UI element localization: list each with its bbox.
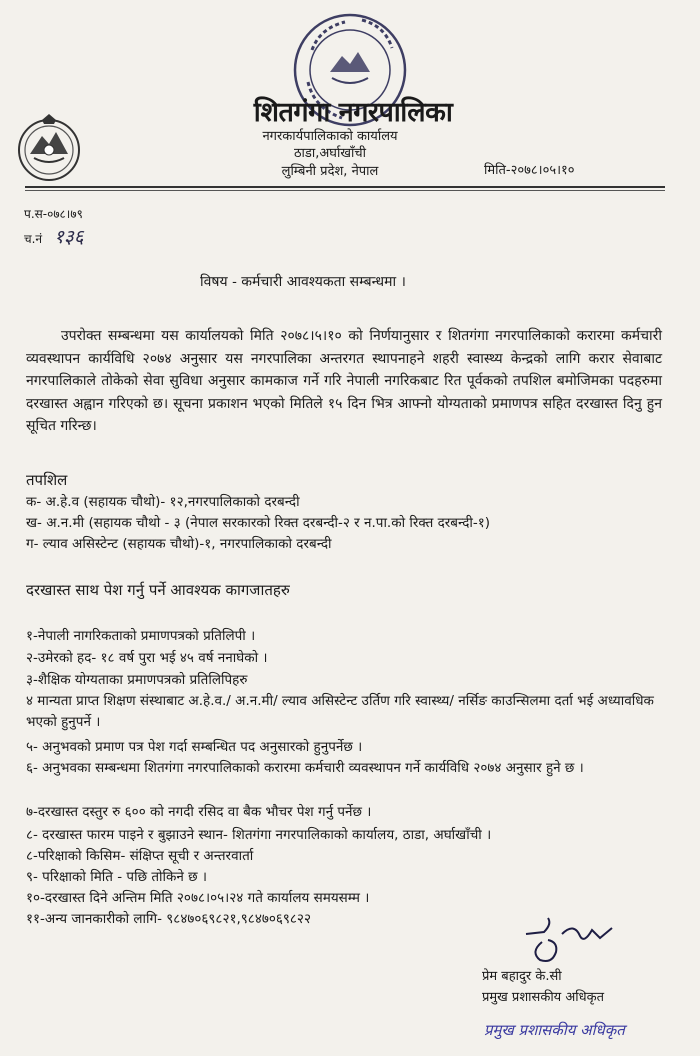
body-paragraph: उपरोक्त सम्बन्धमा यस कार्यालयको मिति २०७८।५।१० को निर्णयानुसार र शितगंगा नगरपालिकाको करारमा कर्मचारी व्यवस्थापन कार्यविधि २०७४ अनुसार यस नगरपालिका अन्तरगत स्थापनाहने शहरी स्वास्थ्य केन्द्रको लागि करार सेवाबाट नगरपालिकाले तोकेको सेवा सुविधा अनुसार कामकाज गर्ने गरि नेपाली नगरिकबाट रित पूर्वकको तपशिल बमोजिमका पदहरुमा दरखास्त अह्वान गरिएको छ। सूचना प्रकाशन भएको मितिले १५ दिन भित्र आफ्नो योग्यताको प्रमाणपत्र सहित दरखास्त दिनु हुन सूचित गरिन्छ।: [26, 328, 662, 434]
org-name: शितगंगा नगरपालिका: [253, 97, 453, 128]
document-item: ७-दरखास्त दस्तुर रु ६०० को नगदी रसिद वा बैक भौचर पेश गर्नु पर्नेछ ।: [26, 804, 372, 820]
office-province: लुम्बिनी प्रदेश, नेपाल: [281, 164, 379, 179]
documents-title: दरखास्त साथ पेश गर्नु पर्ने आवश्यक कागजातहरु: [26, 581, 290, 599]
document-item: ४ मान्यता प्राप्त शिक्षण संस्थाबाट अ.हे.व./ अ.न.मी/ ल्याव असिस्टेन्ट उर्तिण गरि स्वास्थ्य/ नर्सिङ काउन्सिलमा दर्ता भई अध्यावधिक भएको हुनुपर्ने ।: [26, 693, 654, 730]
signatory-title: प्रमुख प्रशासकीय अधिकृत: [482, 990, 605, 1005]
document-item: २-उमेरको हद- १८ वर्ष पुरा भई ४५ वर्ष ननाघेको ।: [26, 650, 268, 666]
signatory-stamp: प्रमुख प्रशासकीय अधिकृत: [484, 1021, 625, 1039]
dispatch-number: [24, 223, 84, 249]
office-location: ठाडा,अर्घाखाँची: [294, 146, 366, 161]
office-name: नगरकार्यपालिकाको कार्यालय: [262, 129, 398, 144]
nepal-emblem-icon: [12, 110, 86, 184]
document-item: ३-शैक्षिक योग्यताका प्रमाणपत्रको प्रतिलिपिहरु: [26, 672, 248, 688]
signature-icon: [522, 914, 617, 964]
document-item: ११-अन्य जानकारीको लागि- ९८४७०६९८२१,९८४७०६९८२२: [26, 911, 311, 927]
tapashil-item: ग- ल्याव असिस्टेन्ट (सहायक चौथो)-१, नगरपालिकाको दरबन्दी: [26, 536, 332, 552]
tapashil-title: तपशिल: [26, 471, 68, 489]
letter-date: मिति-२०७८।०५।१०: [484, 163, 575, 178]
tapashil-item: ख- अ.न.मी (सहायक चौथो - ३ (नेपाल सरकारको रिक्त दरबन्दी-२ र न.पा.को रिक्त दरबन्दी-१): [26, 515, 491, 531]
dispatch-number-value: १३६: [53, 226, 84, 248]
document-item: ६- अनुभवका सम्बन्धमा शितगंगा नगरपालिकाको करारमा कर्मचारी व्यवस्थापन गर्ने कार्यविधि २०७४ अनुसार हुने छ ।: [26, 760, 584, 776]
header-divider: [25, 186, 665, 188]
letter-subject: विषय - कर्मचारी आवश्यकता सम्बन्धमा ।: [200, 274, 406, 290]
reference-number: प.स-०७८।७९: [24, 207, 83, 221]
dispatch-number-label: च.नं: [24, 232, 43, 246]
document-item: ९- परिक्षाको मिति - पछि तोकिने छ ।: [26, 869, 208, 885]
header-divider-thin: [25, 190, 665, 191]
document-item: ५- अनुभवको प्रमाण पत्र पेश गर्दा सम्बन्धित पद अनुसारको हुनुपर्नेछ ।: [26, 739, 363, 755]
document-item: १०-दरखास्त दिने अन्तिम मिति २०७८।०५।२४ गते कार्यालय समयसम्म ।: [26, 890, 370, 906]
tapashil-item: क- अ.हे.व (सहायक चौथो)- १२,नगरपालिकाको दरबन्दी: [26, 494, 300, 510]
document-item: ८- दरखास्त फारम पाइने र बुझाउने स्थान- शितगंगा नगरपालिकाको कार्यालय, ठाडा, अर्घाखाँची ।: [26, 827, 492, 843]
signatory-name: प्रेम बहादुर के.सी: [482, 969, 562, 984]
document-item: १-नेपाली नागरिकताको प्रमाणपत्रको प्रतिलिपी ।: [26, 628, 256, 644]
document-item: ८-परिक्षाको किसिम- संक्षिप्त सूची र अन्तरवार्ता: [26, 848, 254, 864]
